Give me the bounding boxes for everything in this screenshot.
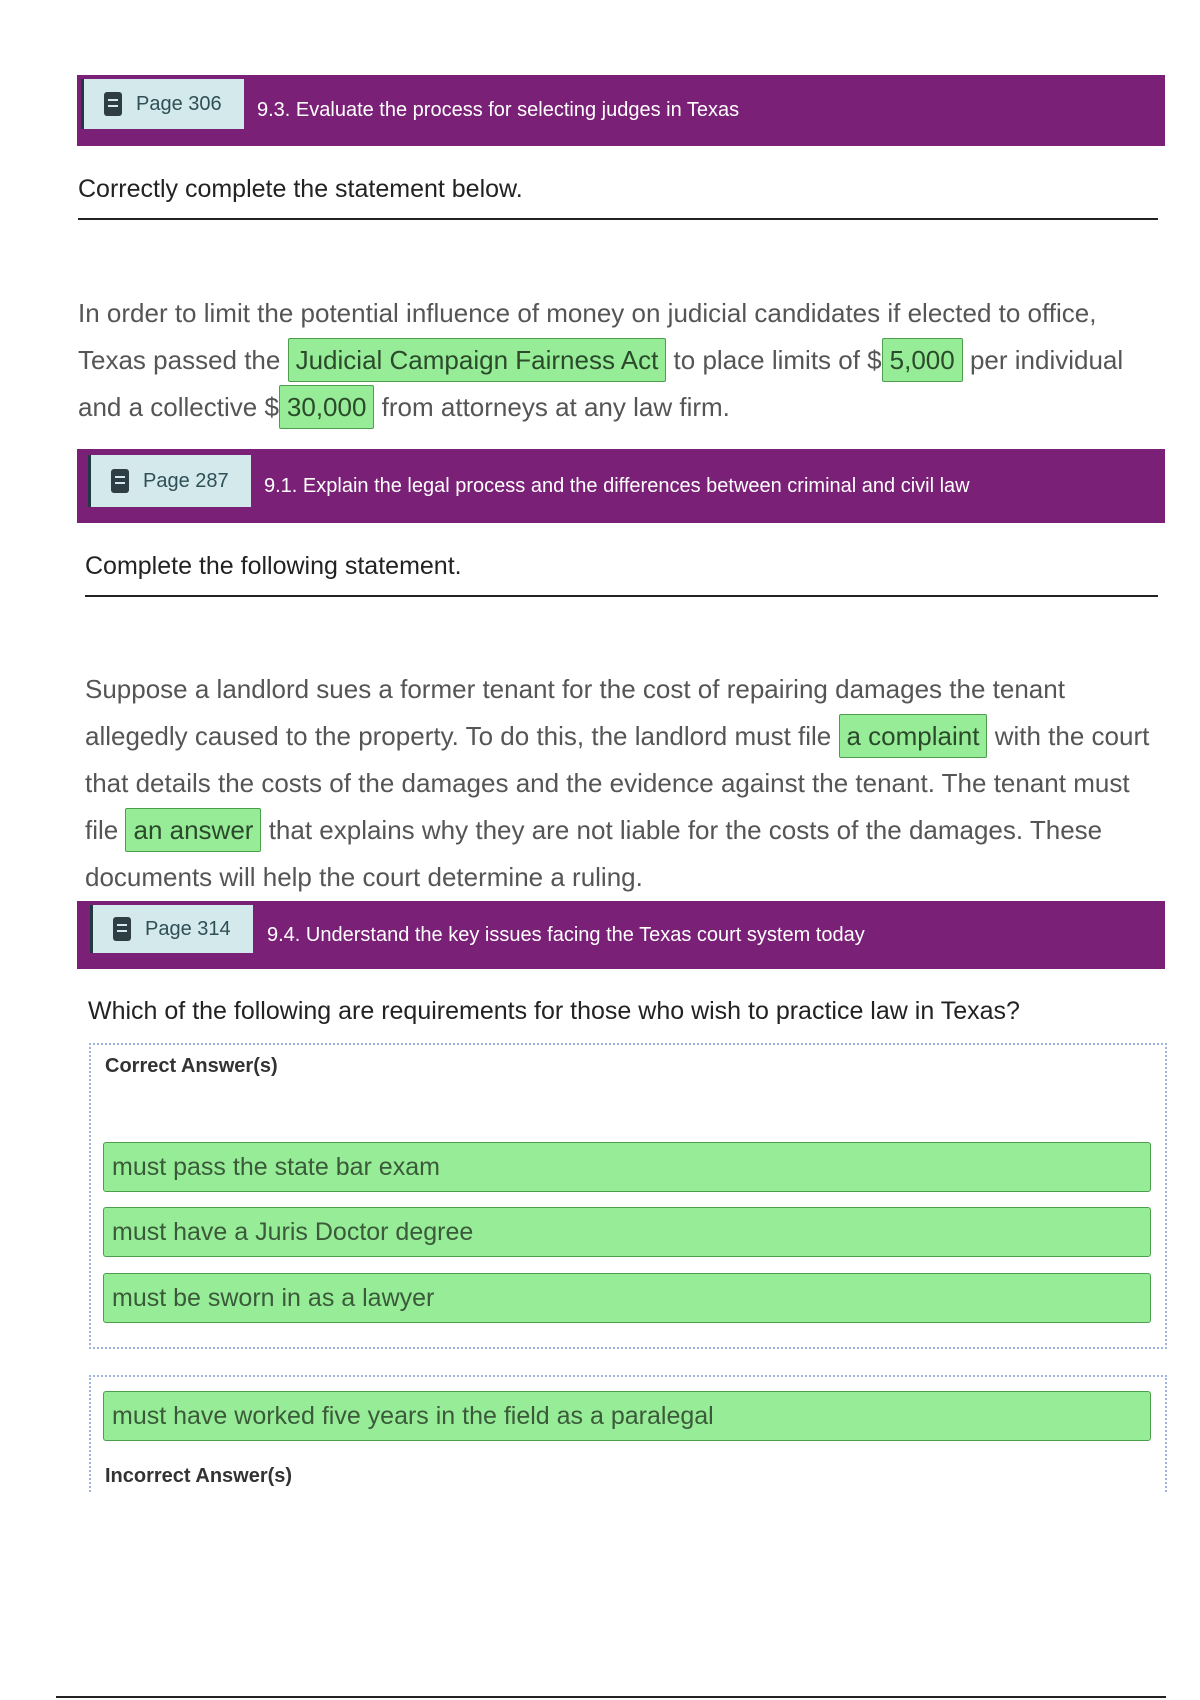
fill-blank-answer[interactable]: a complaint xyxy=(839,714,988,758)
question-text: Which of the following are requirements for those who wish to practice law in Texas? xyxy=(88,997,1020,1025)
incorrect-answers-zone[interactable] xyxy=(89,1375,1167,1492)
fill-blank-answer[interactable]: 5,000 xyxy=(882,338,963,382)
learning-objective: 9.3. Evaluate the process for selecting judges in Texas xyxy=(257,99,740,121)
page-label: Page 287 xyxy=(143,469,229,492)
page-link[interactable] xyxy=(81,79,244,129)
statement-text: Suppose a landlord sues a former tenant for the cost of repairing damages the tenant allegedly caused to the property. To do this, the landlord must file xyxy=(85,674,1065,751)
page-label: Page 314 xyxy=(145,917,231,940)
learning-objective: 9.4. Understand the key issues facing the Texas court system today xyxy=(267,923,865,946)
statement-text: from attorneys at any law firm. xyxy=(381,392,730,422)
statement-paragraph xyxy=(78,290,1163,431)
objective-banner xyxy=(77,75,1165,146)
correct-answers-label: Correct Answer(s) xyxy=(105,1055,278,1077)
objective-banner xyxy=(77,449,1165,523)
page-link[interactable] xyxy=(90,905,253,953)
fill-blank-answer[interactable]: an answer xyxy=(125,808,261,852)
answer-option[interactable]: must pass the state bar exam xyxy=(103,1142,1151,1192)
statement-text: In order to limit the potential influence of money on judicial candidates if elected to office, Texas passed the xyxy=(78,298,1097,375)
learning-objective: 9.1. Explain the legal process and the differences between criminal and civil law xyxy=(264,474,970,497)
question-heading: Complete the following statement. xyxy=(85,552,1158,597)
fill-blank-answer[interactable]: Judicial Campaign Fairness Act xyxy=(288,338,667,382)
answer-option[interactable]: must have worked five years in the field as a paralegal xyxy=(103,1391,1151,1441)
fill-blank-answer[interactable]: 30,000 xyxy=(279,385,375,429)
correct-answers-zone[interactable] xyxy=(89,1043,1167,1349)
book-icon xyxy=(111,469,129,493)
objective-banner xyxy=(77,901,1165,969)
page-label: Page 306 xyxy=(136,92,222,115)
answer-option[interactable]: must have a Juris Doctor degree xyxy=(103,1207,1151,1257)
statement-paragraph xyxy=(85,666,1163,901)
incorrect-answers-label: Incorrect Answer(s) xyxy=(105,1465,293,1487)
book-icon xyxy=(113,917,131,941)
statement-text: that explains why they are not liable for the costs of the damages. These documents will help the court determine a ruling. xyxy=(85,815,1103,892)
page-link[interactable] xyxy=(88,455,251,507)
statement-text: to place limits of $ xyxy=(673,345,882,375)
statement-text: per individual and a collective $ xyxy=(78,345,1124,422)
footer-divider xyxy=(56,1696,1166,1698)
answer-option[interactable]: must be sworn in as a lawyer xyxy=(103,1273,1151,1323)
book-icon xyxy=(104,92,122,116)
question-heading: Correctly complete the statement below. xyxy=(78,175,1158,220)
statement-text: with the court that details the costs of the damages and the evidence against the tenant. The tenant must file xyxy=(85,721,1150,845)
